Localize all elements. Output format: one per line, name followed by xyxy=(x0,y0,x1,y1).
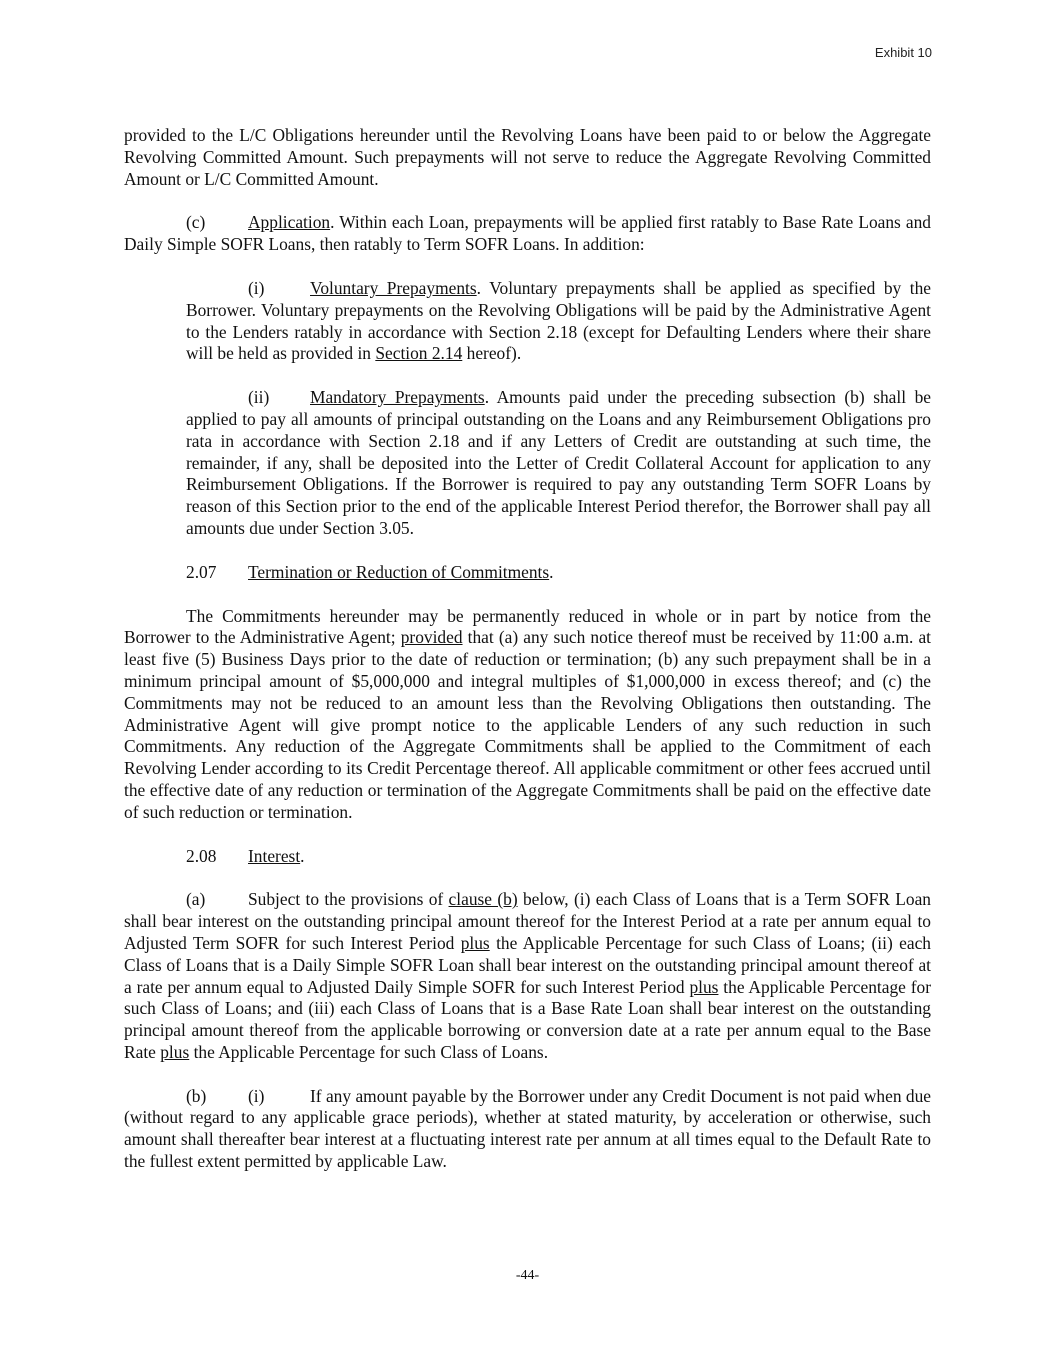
document-body xyxy=(124,125,931,1195)
section-207-text2: that (a) any such notice thereof must be received by 11:00 a.m. at least five (5) Business Days prior to the date of reduction or termination; (b) any such prepayment shall be in a minimum principal amount of $5,000,000 and integral multiples of $1,000,000 in excess thereof; and (c) the Commitments may not be reduced to an amount less than the Revolving Obligations then outstanding. The Administrative Agent will give prompt notice to the applicable Lenders of any such reduction in such Commitments. Any reduction of the Aggregate Commitments shall be applied to the Commitment of each Revolving Lender according to its Credit Percentage thereof. All applicable commitment or other fees accrued until the effective date of any reduction or termination of the Aggregate Commitments shall be paid on the effective date of such reduction or termination. xyxy=(124,627,931,822)
page-number: -44- xyxy=(515,1268,540,1283)
section-208-a-text5: the Applicable Percentage for such Class of Loans. xyxy=(189,1041,549,1062)
section-c-text: . Within each Loan, prepayments will be applied first ratably to Base Rate Loans and Daily Simple SOFR Loans, then ratably to Term SOFR Loans. In addition: xyxy=(124,212,931,255)
section-208-title: Interest xyxy=(248,845,301,866)
section-208-plus-3: plus xyxy=(160,1041,190,1062)
section-207-provided: provided xyxy=(400,627,463,648)
section-208-a-text3: the Applicable Percentage for such Class of Loans; (ii) each Class of Loans that is a Daily Simple SOFR Loan shall bear interest on the outstanding principal amount thereof at a rate per annum equal to Adjusted Daily Simple SOFR for such Interest Period xyxy=(124,932,931,997)
section-c-ii-label: (ii) xyxy=(248,387,270,408)
section-208-a-ref: clause (b) xyxy=(448,889,518,910)
section-c-i-label: (i) xyxy=(248,277,265,298)
section-207-text1: The Commitments hereunder may be permanently reduced in whole or in part by notice from the Borrower to the Administrative Agent; xyxy=(124,605,931,648)
section-207-title: Termination or Reduction of Commitments xyxy=(248,561,550,582)
section-207-period: . xyxy=(549,561,554,582)
section-208-period: . xyxy=(300,845,305,866)
section-c-ii-title: Mandatory Prepayments xyxy=(310,387,485,408)
section-c-title: Application xyxy=(248,212,331,233)
section-208-plus-2: plus xyxy=(689,976,719,997)
section-208-plus-1: plus xyxy=(460,932,490,953)
section-c-paragraph xyxy=(124,212,931,256)
section-208-a-paragraph xyxy=(124,889,931,1063)
section-207-number: 2.07 xyxy=(186,561,217,582)
exhibit-label: Exhibit 10 xyxy=(874,45,932,60)
section-c-i-text1: . Voluntary prepayments shall be applied as specified by the Borrower. Voluntary prepayments on the Revolving Obligations will be paid by the Administrative Agent to the Lenders ratably in accordance with Section 2.18 (except for Defaulting Lenders where their share will be held as provided in xyxy=(186,277,931,364)
section-208-b-label: (b) xyxy=(186,1085,207,1106)
section-208-a-text2: below, (i) each Class of Loans that is a Term SOFR Loan shall bear interest on the outstanding principal amount thereof for the Interest Period at a rate per annum equal to Adjusted Term SOFR for such Interest Period xyxy=(124,889,931,953)
section-208-heading xyxy=(124,846,931,868)
section-c-i-title: Voluntary Prepayments xyxy=(310,277,477,298)
section-c-ii-paragraph xyxy=(186,387,931,540)
section-c-label: (c) xyxy=(186,212,206,233)
section-208-a-label: (a) xyxy=(186,889,206,910)
section-208-b-i-label: (i) xyxy=(248,1085,265,1106)
section-208-a-text1: Subject to the provisions of xyxy=(248,889,449,910)
section-207-heading xyxy=(124,562,931,584)
section-208-number: 2.08 xyxy=(186,845,217,866)
continuation-paragraph: provided to the L/C Obligations hereunder until the Revolving Loans have been paid to or below the Aggregate Revolving Committed Amount. Such prepayments will not serve to reduce the Aggregate Revolving Committed Amount or L/C Committed Amount. xyxy=(124,125,931,189)
section-c-i-text2: hereof). xyxy=(462,343,522,364)
section-c-ii-text: . Amounts paid under the preceding subsection (b) shall be applied to pay all amounts of principal outstanding on the Loans and any Reimbursement Obligations pro rata in accordance with Section 2.18 and if any Letters of Credit are outstanding at such time, the remainder, if any, shall be deposited into the Letter of Credit Collateral Account for application to any Reimbursement Obligations. If the Borrower is required to pay any outstanding Term SOFR Loans by reason of this Section prior to the end of the applicable Interest Period therefor, the Borrower shall pay all amounts due under Section 3.05. xyxy=(186,387,932,538)
section-c-i-ref: Section 2.14 xyxy=(375,343,463,364)
section-208-b-paragraph xyxy=(124,1086,931,1173)
section-207-paragraph xyxy=(124,606,931,824)
section-208-a-text4: the Applicable Percentage for such Class of Loans; and (iii) each Class of Loans that is a Base Rate Loan shall bear interest on the outstanding principal amount thereof from the applicable borrowing or conversion date at a rate per annum equal to the Base Rate xyxy=(124,976,931,1062)
section-c-i-paragraph xyxy=(186,278,931,365)
section-208-b-text: If any amount payable by the Borrower under any Credit Document is not paid when due (without regard to any applicable grace periods), whether at stated maturity, by acceleration or otherwise, such amount shall thereafter bear interest at a fluctuating interest rate per annum at all times equal to the Default Rate to the fullest extent permitted by applicable Law. xyxy=(124,1085,931,1172)
